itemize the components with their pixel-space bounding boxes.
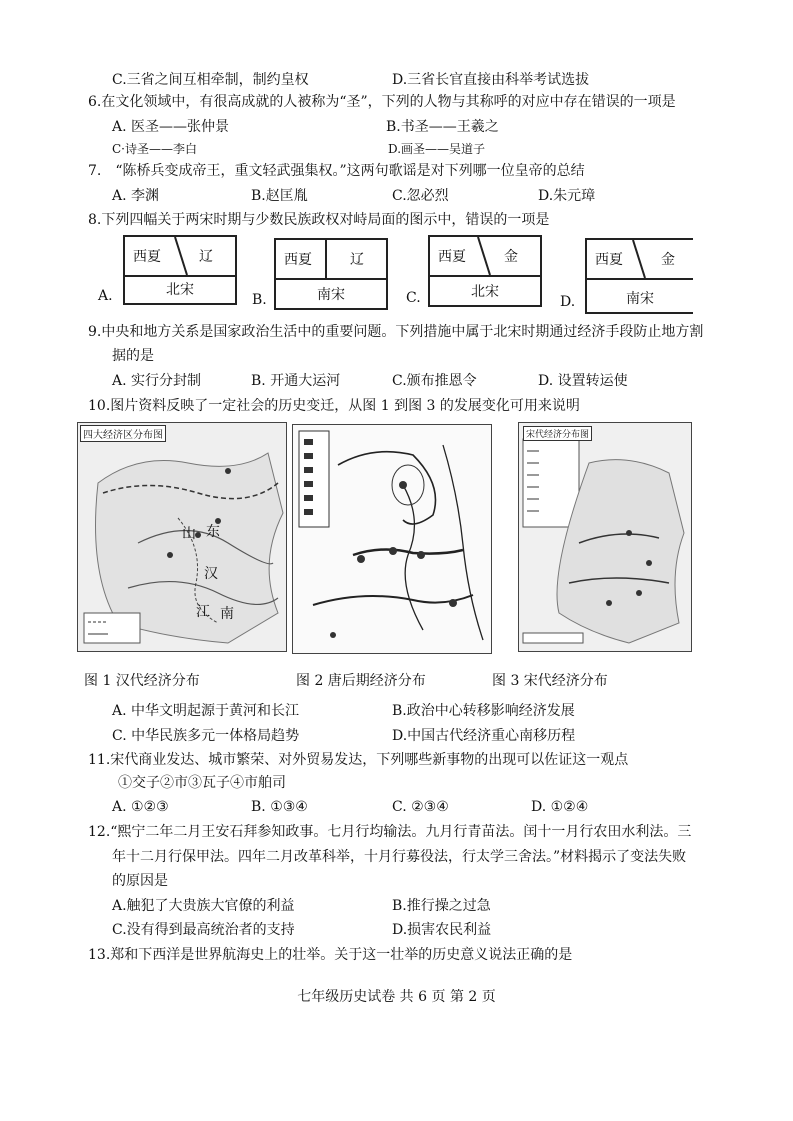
- q12-option-d: D.损害农民利益: [392, 922, 492, 938]
- q8-diagram-b: [274, 238, 388, 310]
- q12-option-b: B.推行操之过急: [392, 898, 491, 914]
- q12-stem-line2: 年十二月行保甲法。四年二月改革科举，十月行募役法，行太学三舍法。”材料揭示了变法失败: [112, 849, 687, 865]
- q12-option-a: A.触犯了大贵族大官僚的利益: [112, 898, 295, 914]
- q8-letter-a: A.: [98, 288, 113, 304]
- q8-a-right: 辽: [199, 249, 213, 265]
- q11-option-d: D. ①②④: [531, 799, 589, 815]
- q9-option-c: C.颁布推恩令: [392, 373, 477, 389]
- q8-stem: 8.下列四幅关于两宋时期与少数民族政权对峙局面的图示中，错误的一项是: [88, 212, 550, 228]
- q8-letter-b: B.: [252, 292, 267, 308]
- q8-diagram-a: [123, 235, 237, 305]
- q7-option-a: A. 李渊: [112, 188, 160, 204]
- map1-label-han: 汉: [204, 566, 218, 582]
- q6-option-d: D.画圣——吴道子: [388, 142, 486, 156]
- map-song-drawing: [519, 423, 691, 651]
- map-tang-drawing: [293, 425, 491, 653]
- q9-stem-line1: 9.中央和地方关系是国家政治生活中的重要问题。下列措施中属于北宋时期通过经济手段防止地方割: [88, 324, 704, 340]
- q8-b-right: 辽: [350, 252, 364, 268]
- q9-option-d: D. 设置转运使: [538, 373, 628, 389]
- q7-option-b: B.赵匡胤: [251, 188, 308, 204]
- q7-stem: 7. “陈桥兵变成帝王，重文轻武强集权。”这两句歌谣是对下列哪一位皇帝的总结: [88, 163, 585, 179]
- q11-option-a: A. ①②③: [112, 799, 169, 815]
- q5-option-d: D.三省长官直接由科举考试选拔: [392, 72, 590, 88]
- q6-stem: 6.在文化领域中，有很高成就的人被称为“圣”，下列的人物与其称呼的对应中存在错误的一项是: [88, 94, 676, 110]
- q10-option-d: D.中国古代经济重心南移历程: [392, 728, 576, 744]
- q10-stem: 10.图片资料反映了一定社会的历史变迁，从图 1 到图 3 的发展变化可用来说明: [88, 398, 580, 414]
- q8-d-right: 金: [661, 252, 675, 268]
- q8-b-bottom: 南宋: [317, 287, 345, 303]
- map1-label-jiang: 江: [196, 604, 210, 620]
- q12-option-c: C.没有得到最高统治者的支持: [112, 922, 295, 938]
- q8-a-bottom: 北宋: [166, 282, 194, 298]
- caption-fig1: 图 1 汉代经济分布: [84, 673, 200, 689]
- map-song-economy: [518, 422, 692, 652]
- q11-option-b: B. ①③④: [251, 799, 308, 815]
- q8-d-bottom: 南宋: [626, 291, 654, 307]
- map-tang-economy: [292, 424, 492, 654]
- q7-option-c: C.忽必烈: [392, 188, 449, 204]
- q13-stem: 13.郑和下西洋是世界航海史上的壮举。关于这一壮举的历史意义说法正确的是: [88, 947, 573, 963]
- q6-option-b: B.书圣——王羲之: [386, 119, 499, 135]
- q9-stem-line2: 据的是: [112, 348, 154, 364]
- map1-label-shan: 山: [182, 526, 196, 542]
- q8-d-left: 西夏: [595, 252, 623, 268]
- q8-c-bottom: 北宋: [471, 284, 499, 300]
- q10-option-c: C. 中华民族多元一体格局趋势: [112, 728, 300, 744]
- q5-option-c: C.三省之间互相牵制，制约皇权: [112, 72, 309, 88]
- q8-c-right: 金: [504, 249, 518, 265]
- q6-option-c: C·诗圣——李白: [112, 142, 197, 156]
- map3-title: 宋代经济分布图: [523, 426, 592, 441]
- map-han-economy: [77, 422, 287, 652]
- q12-stem-line1: 12.“熙宁二年二月王安石拜参知政事。七月行均输法。九月行青苗法。闰十一月行农田水利法。三: [88, 824, 692, 840]
- q11-items: ①交子②市③瓦子④市舶司: [118, 775, 286, 791]
- q8-diagram-c: [428, 235, 542, 307]
- map1-label-dong: 东: [206, 524, 220, 540]
- q8-diagram-d: [585, 238, 693, 314]
- q12-stem-line3: 的原因是: [112, 873, 168, 889]
- caption-fig3: 图 3 宋代经济分布: [492, 673, 608, 689]
- map1-label-nan: 南: [220, 606, 234, 622]
- q9-option-a: A. 实行分封制: [112, 373, 202, 389]
- q9-option-b: B. 开通大运河: [251, 373, 341, 389]
- q10-option-b: B.政治中心转移影响经济发展: [392, 703, 575, 719]
- q10-option-a: A. 中华文明起源于黄河和长江: [112, 703, 300, 719]
- caption-fig2: 图 2 唐后期经济分布: [296, 673, 426, 689]
- q7-option-d: D.朱元璋: [538, 188, 596, 204]
- q11-option-c: C. ②③④: [392, 799, 449, 815]
- map1-title: 四大经济区分布图: [80, 425, 166, 442]
- q8-a-left: 西夏: [133, 249, 161, 265]
- page-footer: 七年级历史试卷 共 6 页 第 2 页: [297, 989, 496, 1005]
- q8-letter-c: C.: [406, 290, 421, 306]
- q11-stem: 11.宋代商业发达、城市繁荣、对外贸易发达，下列哪些新事物的出现可以佐证这一观点: [88, 752, 629, 768]
- q8-c-left: 西夏: [438, 249, 466, 265]
- q8-b-left: 西夏: [284, 252, 312, 268]
- q8-letter-d: D.: [560, 294, 576, 310]
- q6-option-a: A. 医圣——张仲景: [112, 119, 230, 135]
